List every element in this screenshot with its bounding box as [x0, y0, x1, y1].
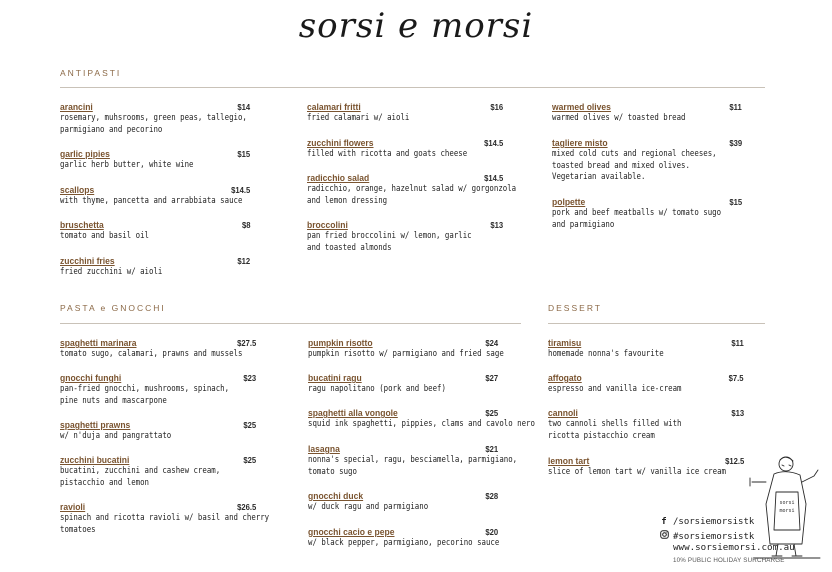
menu-item	[548, 373, 744, 396]
menu-item-name: scallops	[60, 185, 95, 196]
menu-item	[308, 338, 504, 361]
menu-item-price: $25	[243, 420, 256, 430]
section-divider	[60, 87, 765, 88]
menu-item-description: tomato and basil oil	[60, 231, 149, 241]
menu-item-name: zucchini bucatini	[60, 455, 130, 466]
menu-item	[60, 220, 250, 243]
menu-item-price: $21	[485, 444, 498, 454]
menu-item-name: spaghetti alla vongole	[308, 408, 398, 419]
menu-item-price: $15	[237, 149, 250, 159]
menu-item-name: arancini	[60, 102, 93, 113]
menu-item-description: tomatoes	[60, 524, 96, 535]
menu-item-name: garlic pipies	[60, 149, 110, 160]
menu-item-description: and toasted almonds	[307, 242, 392, 253]
instagram-link[interactable]: #sorsiemorsistk	[659, 530, 754, 542]
menu-item-description: filled with ricotta and goats cheese	[307, 149, 468, 159]
menu-item-description: pistacchio and lemon	[60, 477, 149, 488]
menu-item-price: $11	[729, 102, 742, 112]
menu-item-description: two cannoli shells filled with	[548, 419, 682, 429]
menu-item-price: $12	[237, 256, 250, 266]
menu-item-price: $13	[490, 220, 503, 230]
menu-item-description: and parmigiano	[552, 219, 615, 230]
menu-item-description: parmigiano and pecorino	[60, 124, 163, 135]
menu-item-description: pumpkin risotto w/ parmigiano and fried sage	[308, 349, 504, 359]
menu-item-price: $14.5	[483, 173, 503, 183]
instagram-icon	[659, 530, 669, 542]
menu-item-description: slice of lemon tart w/ vanilla ice cream	[548, 467, 726, 477]
menu-item-description: mixed cold cuts and regional cheeses,	[552, 149, 717, 159]
menu-item-description: pork and beef meatballs w/ tomato sugo	[552, 208, 722, 218]
menu-item-name: warmed olives	[552, 102, 611, 113]
menu-item-price: $14.5	[483, 138, 503, 148]
menu-item	[308, 373, 498, 396]
menu-item-description: w/ n'duja and pangrattato	[60, 431, 172, 441]
menu-item-name: gnocchi duck	[308, 491, 364, 502]
menu-item-description: ragu napolitano (pork and beef)	[308, 384, 446, 394]
menu-item-description: spinach and ricotta ravioli w/ basil and cherry	[60, 513, 270, 523]
menu-item-description: fried zucchini w/ aioli	[60, 267, 163, 277]
menu-item-description: garlic herb butter, white wine	[60, 160, 194, 170]
menu-item-price: $13	[731, 408, 744, 418]
menu-item-description: rosemary, muhsrooms, green peas, tallegio,	[60, 113, 247, 123]
menu-item	[308, 408, 535, 431]
svg-text:sorsi: sorsi	[779, 500, 795, 506]
menu-item-name: gnocchi cacio e pepe	[308, 527, 395, 538]
menu-item-price: $27.5	[236, 338, 256, 348]
menu-item-description: fried calamari w/ aioli	[307, 113, 410, 123]
section-divider	[60, 323, 521, 324]
menu-item-price: $20	[485, 527, 498, 537]
menu-item	[60, 185, 250, 208]
restaurant-logo: sorsi e morsi	[298, 6, 534, 46]
menu-item	[60, 420, 256, 443]
menu-item	[60, 455, 256, 489]
menu-item-description: w/ black pepper, parmigiano, pecorino sauce	[308, 538, 500, 548]
menu-item-price: $24	[485, 338, 498, 348]
section-divider	[548, 323, 765, 324]
menu-item-description: w/ duck ragu and parmigiano	[308, 502, 429, 512]
menu-item-description: toasted bread and mixed olives.	[552, 160, 690, 171]
menu-item-description: tomato sugo	[308, 466, 357, 477]
menu-item-description: pan-fried gnocchi, mushrooms, spinach,	[60, 384, 230, 394]
menu-item-description: radicchio, orange, hazelnut salad w/ gorgonzola	[307, 184, 517, 194]
menu-item-description: squid ink spaghetti, pippies, clams and cavolo nero	[308, 419, 535, 429]
menu-item-name: radicchio salad	[307, 173, 370, 184]
menu-item-name: zucchini fries	[60, 256, 115, 267]
menu-item-description: and lemon dressing	[307, 195, 388, 206]
menu-item	[60, 338, 256, 361]
menu-item	[60, 256, 250, 279]
menu-item	[552, 197, 742, 231]
menu-item	[308, 527, 498, 550]
menu-item-price: $26.5	[236, 502, 256, 512]
menu-item	[307, 102, 503, 125]
menu-item-name: spaghetti marinara	[60, 338, 137, 349]
menu-item	[307, 138, 503, 161]
menu-item	[307, 220, 503, 254]
menu-item-description: pine nuts and mascarpone	[60, 395, 167, 406]
menu-item-price: $14	[237, 102, 250, 112]
menu-item-description: pan fried broccolini w/ lemon, garlic	[307, 231, 472, 241]
menu-item-name: lasagna	[308, 444, 340, 455]
menu-item-price: $25	[485, 408, 498, 418]
menu-item-name: tagliere misto	[552, 138, 608, 149]
menu-item-name: cannoli	[548, 408, 578, 419]
menu-item-name: pumpkin risotto	[308, 338, 373, 349]
menu-item	[60, 102, 250, 136]
menu-item-name: bruschetta	[60, 220, 104, 231]
menu-item-price: $12.5	[724, 456, 744, 466]
menu-item	[548, 408, 744, 442]
menu-item	[60, 149, 250, 172]
menu-item-name: lemon tart	[548, 456, 590, 467]
menu-item-description: nonna's special, ragu, besciamella, parmigiano,	[308, 455, 518, 465]
menu-item-price: $7.5	[729, 373, 744, 383]
menu-item-price: $27	[485, 373, 498, 383]
menu-item	[308, 491, 498, 514]
section-heading-dessert: DESSERT	[548, 303, 602, 313]
menu-item-name: zucchini flowers	[307, 138, 374, 149]
menu-item	[552, 102, 742, 125]
menu-item-name: spaghetti prawns	[60, 420, 131, 431]
menu-item	[307, 173, 517, 207]
menu-item	[548, 456, 744, 479]
menu-item-price: $25	[243, 455, 256, 465]
website-link[interactable]: www.sorsiemorsi.com.au	[673, 542, 795, 553]
menu-item-description: bucatini, zucchini and cashew cream,	[60, 466, 221, 476]
svg-text:morsi: morsi	[779, 508, 795, 514]
menu-item	[548, 338, 744, 361]
menu-item	[552, 138, 742, 184]
menu-item-name: polpette	[552, 197, 586, 208]
menu-item	[60, 373, 256, 407]
menu-item-price: $11	[731, 338, 744, 348]
menu-item-name: tiramisu	[548, 338, 582, 349]
menu-item-name: calamari fritti	[307, 102, 361, 113]
menu-item-description: with thyme, pancetta and arrabbiata sauce	[60, 196, 243, 206]
menu-item-name: bucatini ragu	[308, 373, 362, 384]
menu-item-price: $39	[729, 138, 742, 148]
menu-item-price: $8	[241, 220, 250, 230]
menu-item-price: $28	[485, 491, 498, 501]
nonna-sketch-illustration	[742, 452, 826, 564]
menu-item-description: Vegetarian available.	[552, 172, 646, 183]
menu-item	[308, 444, 518, 478]
menu-item-description: homemade nonna's favourite	[548, 349, 664, 359]
section-heading-pasta: PASTA e GNOCCHI	[60, 303, 166, 313]
menu-item-description: warmed olives w/ toasted bread	[552, 113, 686, 123]
menu-item-name: gnocchi funghi	[60, 373, 122, 384]
menu-item-name: affogato	[548, 373, 582, 384]
facebook-link[interactable]: f /sorsiemorsistk	[659, 517, 754, 527]
menu-item-description: espresso and vanilla ice-cream	[548, 384, 682, 394]
menu-item-description: ricotta pistacchio cream	[548, 430, 655, 441]
menu-item-price: $15	[729, 197, 742, 207]
menu-item-price: $23	[243, 373, 256, 383]
section-heading-antipasti: ANTIPASTI	[60, 68, 122, 78]
menu-item	[60, 502, 270, 536]
menu-item-name: ravioli	[60, 502, 86, 513]
menu-item-price: $16	[490, 102, 503, 112]
menu-item-price: $14.5	[230, 185, 250, 195]
facebook-icon: f	[661, 517, 667, 527]
surcharge-note: 10% PUBLIC HOLIDAY SURCHARGE	[673, 557, 785, 564]
menu-item-description: tomato sugo, calamari, prawns and mussels	[60, 349, 243, 359]
menu-item-name: broccolini	[307, 220, 348, 231]
